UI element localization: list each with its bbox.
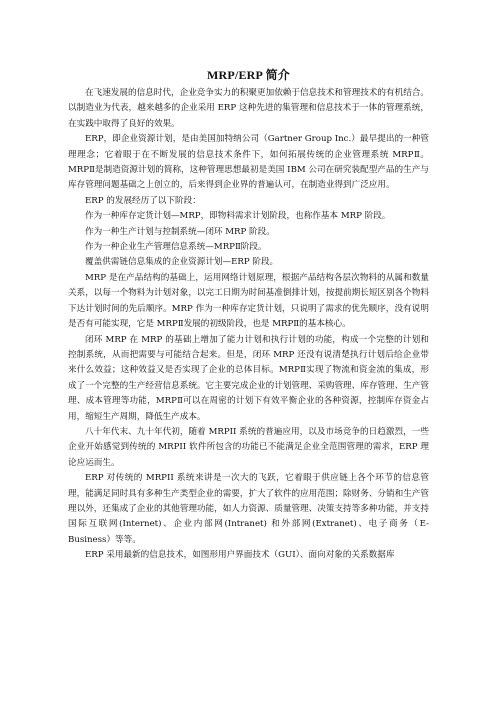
stage-item-mrp: 作为一种库存定货计划—MRP，即物料需求计划阶段，也称作基本 MRP 阶段。 — [85, 211, 391, 222]
stage-item-closed-loop-mrp: 作为一种生产计划与控制系统—闭环 MRP 阶段。 — [85, 226, 275, 237]
paragraph-erp-definition: ERP，即企业资源计划，是由美国加特纳公司（Gartner Group Inc.）最早提出的一种管理理念；它着眼于在不断发展的信息技术条件下，如何拓展传统的企业管理系统 MRPⅡ。MRPⅡ是制造资源计划的简称，这种管理思想最初是美国 IBM 公司在研究装配型产品的生产与库存管理问题基础之上创立的，后来得到企业界的普遍认可，在制造业得到广泛应用。 — [68, 134, 429, 191]
paragraph-erp-origin: 八十年代末、九十年代初，随着 MRPII 系统的普遍应用，以及市场竞争的日趋激烈，一些企业开始感觉到传统的 MRPII 软件所包含的功能已不能满足企业全范围管理的需求，ERP 理论应运而生。 — [68, 426, 429, 468]
paragraph-erp-technology: ERP 采用最新的信息技术，如图形用户界面技术（GUI）、面向对象的关系数据库 — [85, 550, 395, 561]
paragraph-mrp: MRP 是在产品结构的基础上，运用网络计划原理，根据产品结构各层次物料的从属和数量关系，以每一个物料为计划对象，以完工日期为时间基准倒排计划，按提前期长短区别各个物料下达计划时间的先后顺序。MRP 作为一种库存定货计划，只说明了需求的优先顺序，没有说明是否有可能实现，它是 MRPⅡ发展的初级阶段，也是 MRPⅡ的基本核心。 — [68, 272, 429, 330]
paragraph-erp-leap: ERP 对传统的 MRPII 系统来讲是一次大的飞跃，它着眼于供应链上各个环节的信息管理，能满足同时具有多种生产类型企业的需要，扩大了软件的应用范围；除财务、分销和生产管理以外，还集成了企业的其他管理功能，如人力资源、质量管理、决策支持等多种功能，并支持国际互联网(Internet)、企业内部网(Intranet) 和外部网(Extranet)、电子商务（E- Business）等等。 — [68, 473, 429, 545]
document-title: MRP/ERP 简介 — [207, 68, 290, 82]
paragraph-stages-heading: ERP 的发展经历了以下阶段： — [85, 195, 201, 206]
paragraph-closed-loop-mrp: 闭环 MRP 在 MRP 的基础上增加了能力计划和执行计划的功能，构成一个完整的计划和控制系统，从而把需要与可能结合起来。但是，闭环 MRP 还没有说清楚执行计划后给企业带来什么效益；这种效益又是否实现了企业的总体目标。MRPⅡ实现了物流和资金流的集成，形成了一个完整的生产经营信息系统。它主要完成企业的计划管理、采购管理、库存管理、生产管理、成本管理等功能，MRPⅡ可以在周密的计划下有效平衡企业的各种资源，控制库存资金占用，缩短生产周期，降低生产成本。 — [68, 334, 429, 422]
document-body — [68, 68, 429, 564]
paragraph-intro: 在飞速发展的信息时代，企业竞争实力的积聚更加依赖于信息技术和管理技术的有机结合。以制造业为代表，越来越多的企业采用 ERP 这种先进的集管理和信息技术于一体的管理系统，在实践中取得了良好的效果。 — [68, 88, 429, 129]
stage-item-mrp-ii: 作为一种企业生产管理信息系统—MRPⅡ阶段。 — [85, 242, 267, 253]
stage-item-erp: 覆盖供需链信息集成的企业资源计划—ERP 阶段。 — [85, 257, 279, 268]
